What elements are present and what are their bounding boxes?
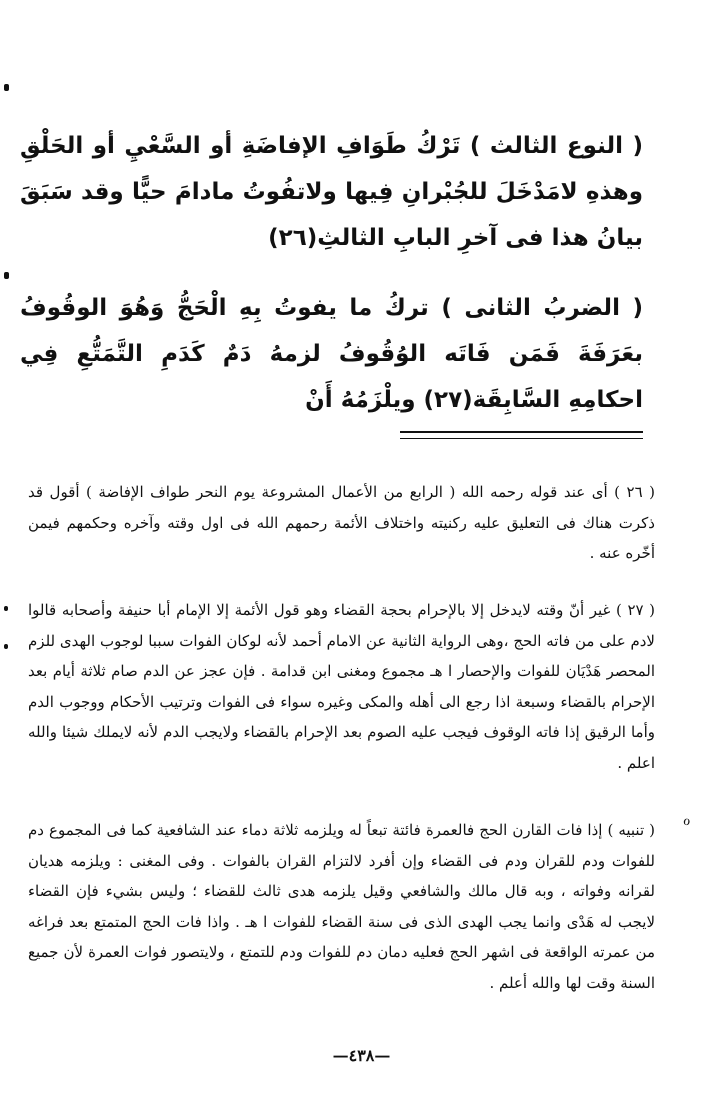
margin-mark: [4, 84, 9, 91]
footnote-note: ( تنبيه ) إذا فات القارن الحج فالعمرة فائتة تبعاً له ويلزمه ثلاثة دماء عند الشافعية كما فى المجموع دم للفوات ودم للقران ودم فى القضاء وإن أفرد لالتزام القران بالفوات . وفى المغنى : ويلزمه هديان لقرانه وفواته ، وبه قال مالك والشافعي وقيل يلزمه هدى ثالث للقضاء ؛ وليس بشيء فإن القضاء لايجب له هَدْى وانما يجب الهدى الذى فى سنة القضاء للفوات ا هـ . واذا فات الحج المتمتع بعد فراغه من عمرته الواقعة فى اشهر الحج فعليه دمان دم للفوات ودم للتمتع ، ولايتصور فوات العمرة لأن جميع السنة وقت لها والله أعلم .: [28, 821, 655, 992]
margin-mark: [4, 272, 9, 279]
main-paragraph-third-type: ( النوع الثالث ) تَرْكُ طَوَافِ الإفاضَةِ أو السَّعْيِ أو الحَلْقِ وهذهِ لامَدْخَلَ للجُبْرانِ فِيها ولاتفُوتُ مادامَ حيًّا وقد سَبَقَ بيانُ هذا فى آخرِ البابِ الثالثِ(٢٦): [20, 133, 643, 251]
margin-mark: [4, 606, 8, 611]
footnote-26: ( ٢٦ ) أى عند قوله رحمه الله ( الرابع من الأعمال المشروعة يوم النحر طواف الإفاضة ) أقول قد ذكرت هناك فى التعليق عليه ركنيته واختلاف الأئمة رحمهم الله فى اول وقته وآخره وحكمهم فيمن أخّره عنه .: [28, 483, 656, 562]
footnote-27: ( ٢٧ ) غير أنّ وقته لايدخل إلا بالإحرام بحجة القضاء وهو قول الأئمة إلا الإمام أبا حنيفة وأصحابه قالوا لادم على من فاته الحج ،وهى الرواية الثانية عن الامام أحمد لأنه لوكان الفوات سببا لوجوب الهدى للزم المحصر هَدْيَان للفوات والإحصار ا هـ مجموع ومغنى ابن قدامة . فإن عجز عن الدم صام ثلاثة أيام بعد الإحرام بالقضاء وسبعة اذا رجع الى أهله والمكى وغيره سواء فى الفوات وترتيب الأحكام ووجوب الدم وأما الرقيق إذا فاته الوقوف فيجب عليه الصوم بعد الإحرام بالقضاء ولايجب الدم لأنه لايملك شيئا والله اعلم .: [28, 601, 656, 772]
main-paragraph-second-kind: ( الضربُ الثانى ) تركُ ما يفوتُ بِهِ الْحَجُّ وَهُوَ الوقُوفُ بعَرَفَةَ فَمَن فَاتَه الوُقُوفُ لزمهُ دَمٌ كَدَمِ التَّمَتُّعِ فِي احكامِهِ السَّابِقَة(٢٧) ويلْزَمُهُ أَنْ: [20, 295, 643, 413]
margin-mark: [4, 644, 8, 649]
margin-ornament-icon: ℴ: [683, 810, 691, 829]
page-number: —٤٣٨—: [332, 1046, 391, 1065]
footnote-divider: [400, 431, 643, 439]
